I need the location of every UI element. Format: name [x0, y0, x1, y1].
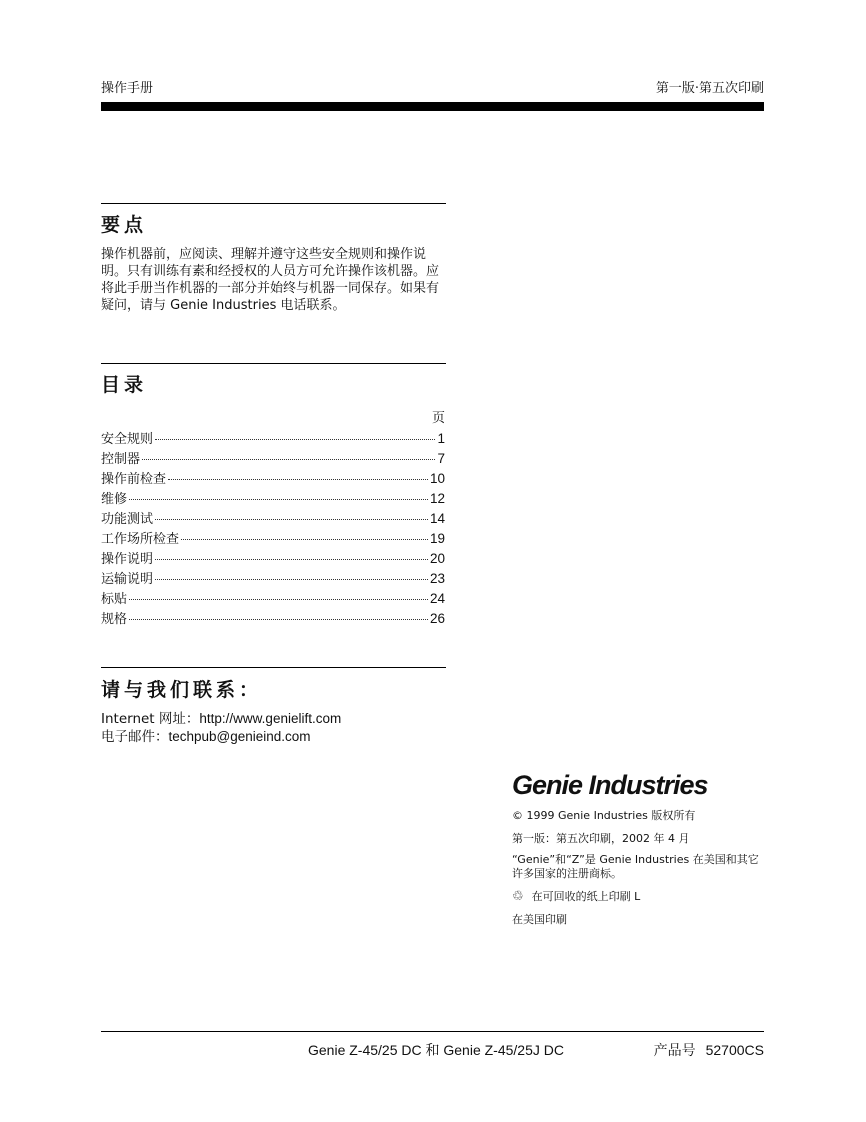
toc-leader	[155, 559, 428, 560]
toc-leader	[142, 459, 435, 460]
important-title: 要点	[101, 214, 148, 236]
recycle-icon: ♲	[512, 889, 524, 904]
toc-item-label: 功能测试	[101, 512, 154, 527]
toc-item-label: 操作说明	[101, 552, 154, 567]
part-number-value: 52700CS	[705, 1042, 764, 1058]
contact-internet-row	[101, 710, 341, 728]
toc-item[interactable]	[101, 488, 445, 508]
toc-item[interactable]	[101, 528, 445, 548]
toc-item-label: 工作场所检查	[101, 532, 180, 547]
footer-part-number	[654, 1040, 764, 1060]
toc-item-page: 24	[429, 591, 445, 606]
toc-item[interactable]	[101, 568, 445, 588]
toc-leader	[155, 439, 435, 440]
header-manual-title: 操作手册	[101, 81, 154, 96]
toc-item[interactable]	[101, 468, 445, 488]
toc-item-page: 20	[429, 551, 445, 566]
footer-model: Genie Z-45/25 DC 和 Genie Z-45/25J DC	[308, 1042, 564, 1058]
toc-item-label: 维修	[101, 492, 128, 507]
toc-item[interactable]	[101, 608, 445, 628]
toc-item-label: 操作前检查	[101, 472, 167, 487]
contact-email-link[interactable]: techpub@genieind.com	[168, 729, 311, 744]
contact-title: 请与我们联系：	[101, 679, 263, 701]
header-divider-bar	[101, 102, 764, 111]
contact-block	[101, 710, 341, 746]
toc-item-page: 23	[429, 571, 445, 586]
toc-item-label: 控制器	[101, 452, 141, 467]
toc-leader	[155, 579, 428, 580]
logo-text: Genie Industries	[512, 770, 708, 800]
recycled-text: 在可回收的纸上印刷 L	[531, 890, 641, 903]
toc-rule	[101, 363, 446, 364]
important-rule	[101, 203, 446, 204]
important-body: 操作机器前，应阅读、理解并遵守这些安全规则和操作说明。只有训练有素和经授权的人员方可允许操作该机器。应将此手册当作机器的一部分并始终与机器一同保存。如果有疑问，请与 Genie Industries 电话联系。	[101, 247, 440, 313]
toc-item-label: 规格	[101, 612, 128, 627]
toc-leader	[181, 539, 428, 540]
trademark-notice: “Genie”和“Z”是 Genie Industries 在美国和其它许多国家的注册商标。	[512, 853, 759, 880]
toc-item[interactable]	[101, 428, 445, 448]
contact-email-label: 电子邮件：	[101, 729, 169, 745]
toc-item[interactable]	[101, 548, 445, 568]
copyright-line: © 1999 Genie Industries 版权所有	[512, 809, 696, 822]
recycled-line	[512, 890, 768, 904]
genie-industries-logo	[512, 764, 722, 804]
toc-title: 目录	[101, 374, 148, 396]
footer-rule	[101, 1031, 764, 1032]
edition-line: 第一版：第五次印刷，2002 年 4 月	[512, 832, 690, 845]
printed-in-line: 在美国印刷	[512, 913, 567, 926]
part-number-label: 产品号	[653, 1043, 696, 1059]
toc-leader	[129, 619, 428, 620]
toc-item-page: 7	[437, 451, 445, 466]
toc-page-header: 页	[431, 411, 445, 426]
toc-leader	[129, 599, 428, 600]
toc-item-page: 1	[437, 431, 445, 446]
contact-email-row	[101, 728, 341, 746]
toc-item-page: 10	[429, 471, 445, 486]
toc-item[interactable]	[101, 448, 445, 468]
header-edition: 第一版·第五次印刷	[655, 81, 764, 96]
toc-list	[101, 428, 445, 628]
toc-leader	[129, 499, 428, 500]
contact-rule	[101, 667, 446, 668]
toc-item-label: 安全规则	[101, 432, 154, 447]
contact-internet-label: Internet 网址：	[101, 711, 200, 727]
toc-item-page: 14	[429, 511, 445, 526]
toc-item-page: 26	[429, 611, 445, 626]
toc-item-label: 标贴	[101, 592, 128, 607]
toc-item[interactable]	[101, 588, 445, 608]
toc-item-page: 19	[429, 531, 445, 546]
toc-leader	[168, 479, 428, 480]
toc-leader	[155, 519, 428, 520]
toc-item[interactable]	[101, 508, 445, 528]
toc-item-label: 运输说明	[101, 572, 154, 587]
contact-website-link[interactable]: http://www.genielift.com	[199, 711, 342, 726]
toc-item-page: 12	[429, 491, 445, 506]
